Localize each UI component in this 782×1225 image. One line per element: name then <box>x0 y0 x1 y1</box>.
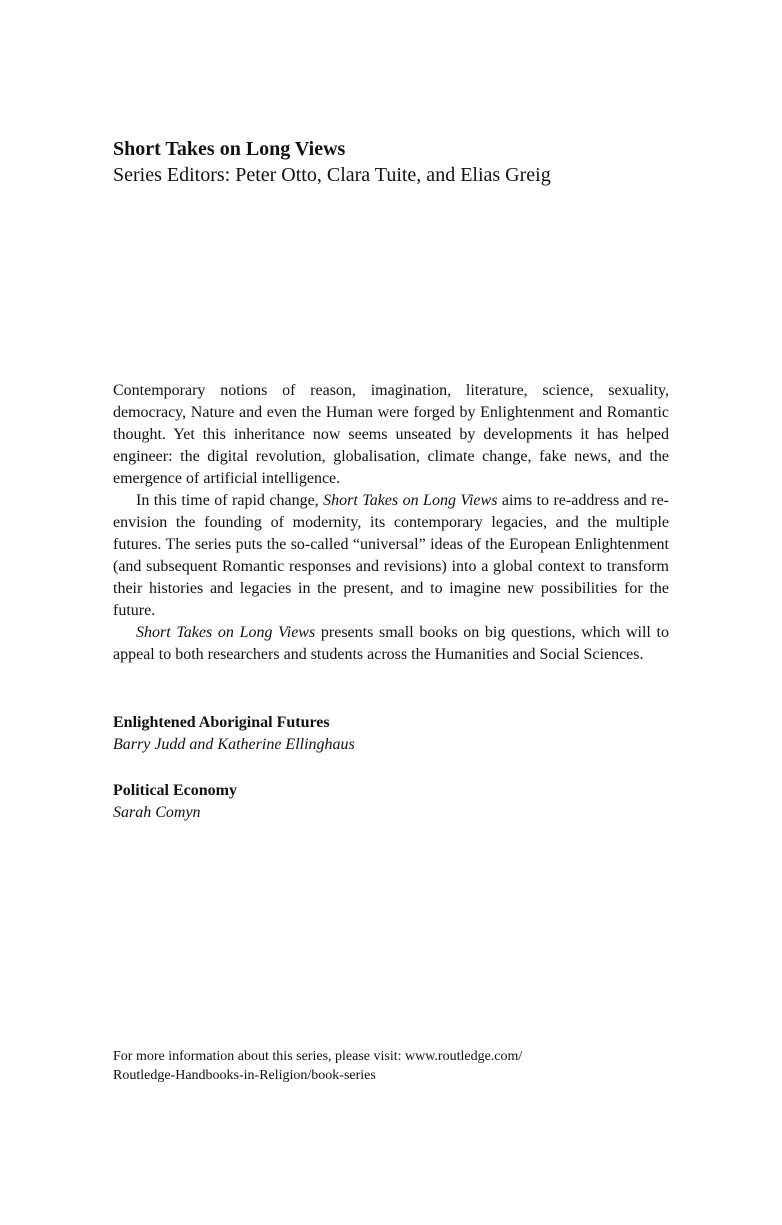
more-info-line-2: Routledge-Handbooks-in-Religion/book-series <box>113 1068 376 1083</box>
page <box>113 0 669 1225</box>
description-p2-series-name: Short Takes on Long Views <box>323 492 498 509</box>
more-info-note <box>113 1047 669 1085</box>
series-editors: Series Editors: Peter Otto, Clara Tuite, and Elias Greig <box>113 164 551 186</box>
book-authors: Sarah Comyn <box>113 804 201 821</box>
description-paragraph-3 <box>113 622 669 666</box>
more-info-line-1: For more information about this series, please visit: www.routledge.com/ <box>113 1049 523 1064</box>
book-entry <box>113 712 669 756</box>
description-p3-series-name: Short Takes on Long Views <box>136 624 316 641</box>
book-title: Enlightened Aboriginal Futures <box>113 714 330 731</box>
series-description <box>113 380 669 666</box>
book-list <box>113 712 669 848</box>
description-paragraph-2 <box>113 490 669 622</box>
series-header <box>113 136 669 188</box>
book-authors: Barry Judd and Katherine Ellinghaus <box>113 736 355 753</box>
description-p2-prefix: In this time of rapid change, <box>136 492 324 509</box>
description-p3-suffix: presents small books on big questions, which will to appeal to both researchers and students across the Humanities and Social Sciences. <box>113 624 669 663</box>
description-paragraph-1: Contemporary notions of reason, imagination, literature, science, sexuality, democracy, Nature and even the Human were forged by Enlightenment and Romantic thought. Yet this inheritance now seems unseated by developments it has helped engineer: the digital revolution, globalisation, climate change, fake news, and the emergence of artificial intelligence. <box>113 382 669 487</box>
book-title: Political Economy <box>113 782 237 799</box>
description-p2-suffix: aims to re-address and re-envision the founding of modernity, its contemporary legacies, and the multiple futures. The series puts the so-called “universal” ideas of the European Enlightenment (and subsequent Romantic responses and revisions) into a global context to transform their histories and legacies in the present, and to imagine new possibilities for the future. <box>113 492 669 619</box>
book-entry <box>113 780 669 824</box>
series-title: Short Takes on Long Views <box>113 138 346 160</box>
